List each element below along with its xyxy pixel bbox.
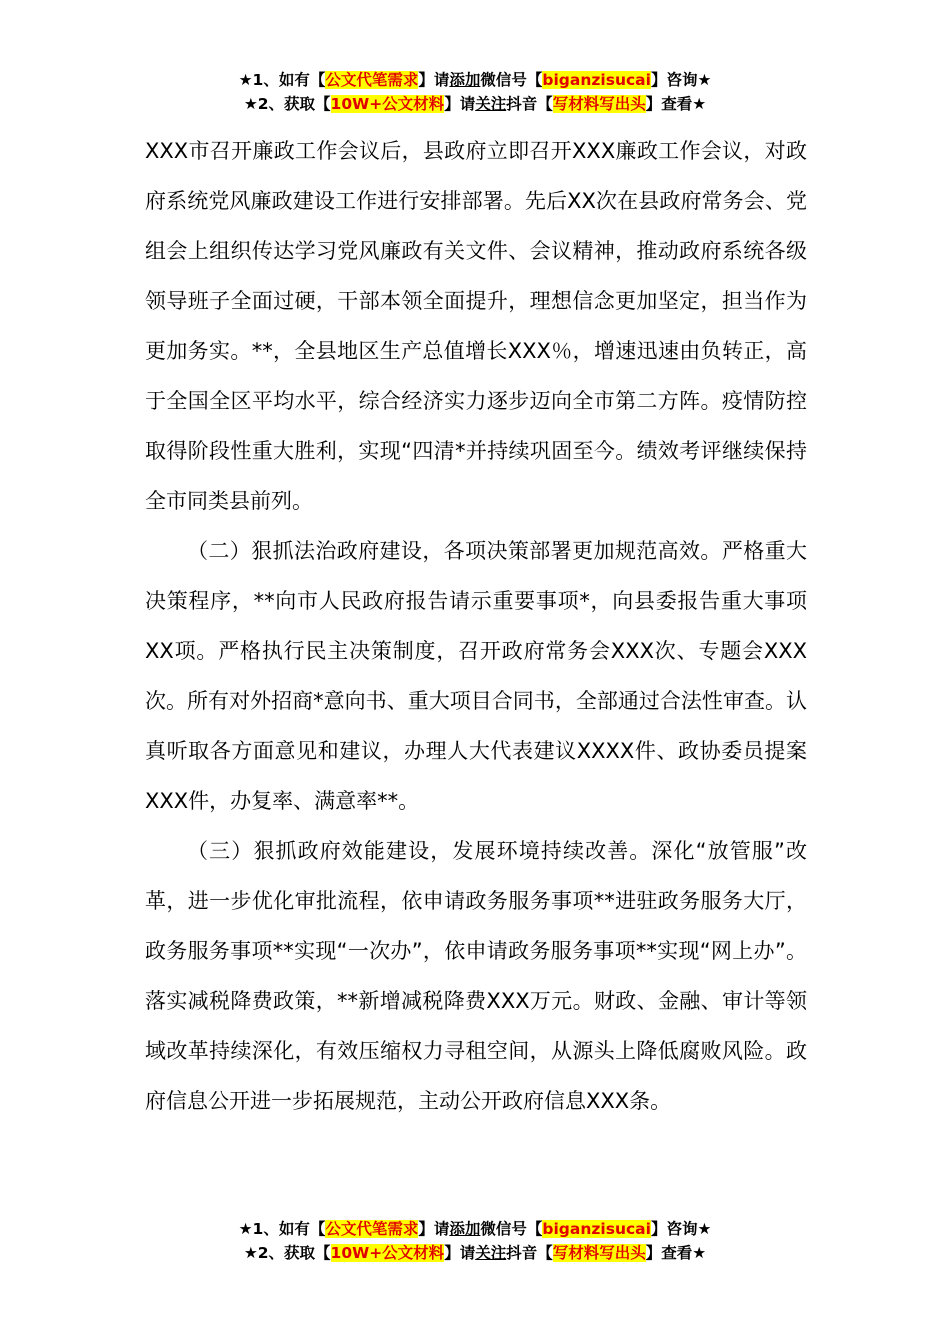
banner-text: ★2、获取【: [243, 1244, 331, 1262]
footer-banner: [0, 1217, 950, 1265]
banner-text: 抖音【: [506, 95, 553, 113]
highlight-wechat-id: biganzisucai: [542, 1220, 651, 1238]
document-body: [145, 126, 807, 1126]
underlined-add: 添加: [449, 1220, 481, 1238]
banner-text: 抖音【: [506, 1244, 553, 1262]
banner-line-2: [0, 1241, 950, 1265]
banner-text: 】查看★: [645, 1244, 707, 1262]
banner-text: 】咨询★: [650, 71, 712, 89]
banner-text: ★1、如有【: [238, 71, 326, 89]
highlight-service: 公文代笔需求: [325, 1220, 419, 1238]
highlight-materials: 10W+公文材料: [330, 95, 445, 113]
banner-line-1: [0, 68, 950, 92]
paragraph-3: （三）狠抓政府效能建设，发展环境持续改善。深化“放管服”改革，进一步优化审批流程，依申请政务服务事项**进驻政务服务大厅，政务服务事项**实现“一次办”，依申请政务服务事项**实现“网上办”。落实减税降费政策，**新增减税降费XXX万元。财政、金融、审计等领域改革持续深化，有效压缩权力寻租空间，从源头上降低腐败风险。政府信息公开进一步拓展规范，主动公开政府信息XXX条。: [145, 839, 807, 1113]
banner-text: 】请: [444, 1244, 476, 1262]
banner-text: 】咨询★: [650, 1220, 712, 1238]
banner-text: ★1、如有【: [238, 1220, 326, 1238]
highlight-service: 公文代笔需求: [325, 71, 419, 89]
banner-text: 】查看★: [645, 95, 707, 113]
paragraph-1: XXX市召开廉政工作会议后，县政府立即召开XXX廉政工作会议，对政府系统党风廉政建设工作进行安排部署。先后XX次在县政府常务会、党组会上组织传达学习党风廉政有关文件、会议精神，推动政府系统各级领导班子全面过硬，干部本领全面提升，理想信念更加坚定，担当作为更加务实。**，全县地区生产总值增长XXX％，增速迅速由负转正，高于全国全区平均水平，综合经济实力逐步迈向全市第二方阵。疫情防控取得阶段性重大胜利，实现“四清*并持续巩固至今。绩效考评继续保持全市同类县前列。: [145, 139, 807, 513]
header-banner: [0, 68, 950, 116]
underlined-follow: 关注: [475, 1244, 507, 1262]
banner-line-1: [0, 1217, 950, 1241]
banner-line-2: [0, 92, 950, 116]
banner-text: 】请: [444, 95, 476, 113]
banner-text: 微信号【: [480, 71, 543, 89]
banner-text: 】请: [418, 71, 450, 89]
highlight-materials: 10W+公文材料: [330, 1244, 445, 1262]
highlight-douyin-account: 写材料写出头: [552, 95, 646, 113]
underlined-add: 添加: [449, 71, 481, 89]
underlined-follow: 关注: [475, 95, 507, 113]
highlight-wechat-id: biganzisucai: [542, 71, 651, 89]
highlight-douyin-account: 写材料写出头: [552, 1244, 646, 1262]
banner-text: 微信号【: [480, 1220, 543, 1238]
banner-text: ★2、获取【: [243, 95, 331, 113]
paragraph-2: （二）狠抓法治政府建设，各项决策部署更加规范高效。严格重大决策程序，**向市人民政府报告请示重要事项*，向县委报告重大事项XX项。严格执行民主决策制度，召开政府常务会XXX次、专题会XXX次。所有对外招商*意向书、重大项目合同书，全部通过合法性审查。认真听取各方面意见和建议，办理人大代表建议XXXX件、政协委员提案XXX件，办复率、满意率**。: [145, 539, 807, 813]
banner-text: 】请: [418, 1220, 450, 1238]
